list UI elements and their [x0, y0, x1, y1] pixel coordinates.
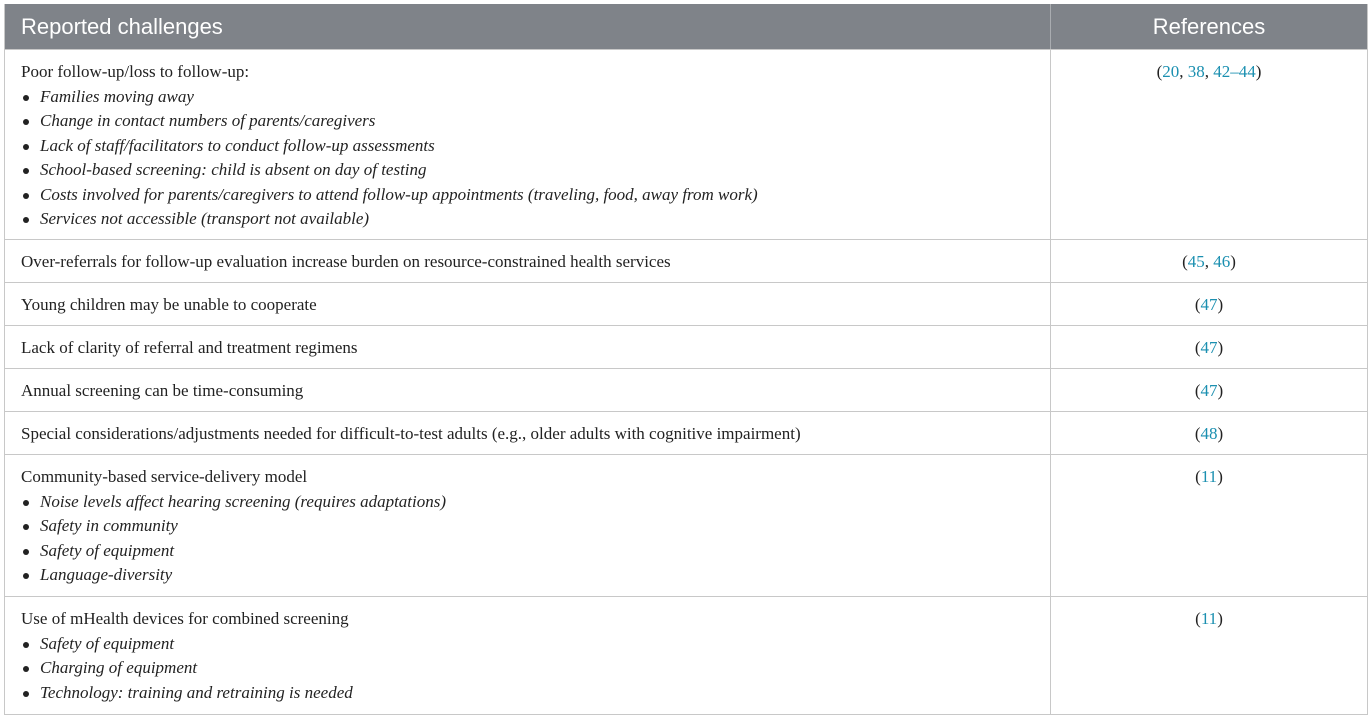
- bullet-item: Costs involved for parents/caregivers to attend follow-up appointments (traveling, food, away from work): [21, 183, 1034, 208]
- reference-link[interactable]: 42–44: [1213, 62, 1256, 81]
- table-row: [5, 282, 1367, 325]
- bullet-dot-icon: [23, 666, 29, 672]
- challenge-title: Poor follow-up/loss to follow-up:: [21, 62, 250, 81]
- bullet-item: Noise levels affect hearing screening (requires adaptations): [21, 490, 1034, 515]
- reference-link[interactable]: 46: [1213, 252, 1231, 271]
- challenge-title: Community-based service-delivery model: [21, 467, 308, 486]
- bullet-item: Safety of equipment: [21, 539, 1034, 564]
- bullet-dot-icon: [23, 500, 29, 506]
- challenge-cell: [5, 50, 1051, 239]
- reference-link[interactable]: 48: [1200, 424, 1218, 443]
- table-row: [5, 49, 1367, 239]
- challenge-bullets: [21, 490, 1034, 588]
- header-reported-challenges: Reported challenges: [5, 4, 1051, 49]
- bullet-dot-icon: [23, 217, 29, 223]
- challenge-cell: [5, 597, 1051, 714]
- bullet-item: School-based screening: child is absent on day of testing: [21, 158, 1034, 183]
- reference-link[interactable]: 47: [1200, 295, 1218, 314]
- bullet-dot-icon: [23, 524, 29, 530]
- bullet-item: Language-diversity: [21, 563, 1034, 588]
- table-row: [5, 239, 1367, 282]
- bullet-dot-icon: [23, 168, 29, 174]
- references-cell: (47): [1194, 295, 1224, 314]
- table-row: [5, 454, 1367, 596]
- challenge-title: Use of mHealth devices for combined screening: [21, 609, 349, 628]
- bullet-dot-icon: [23, 95, 29, 101]
- challenge-title: Annual screening can be time-consuming: [5, 369, 1051, 411]
- references-cell: (47): [1194, 338, 1224, 357]
- references-cell: (20, 38, 42–44): [1156, 62, 1262, 81]
- bullet-item: Safety in community: [21, 514, 1034, 539]
- challenges-table: [4, 4, 1368, 715]
- challenge-cell: [5, 455, 1051, 596]
- references-cell: (48): [1194, 424, 1224, 443]
- bullet-item: Lack of staff/facilitators to conduct follow-up assessments: [21, 134, 1034, 159]
- bullet-item: Services not accessible (transport not available): [21, 207, 1034, 232]
- reference-link[interactable]: 11: [1200, 467, 1218, 486]
- references-cell: (11): [1195, 467, 1223, 486]
- challenge-title: Young children may be unable to cooperate: [5, 283, 1051, 325]
- challenge-title: Over-referrals for follow-up evaluation increase burden on resource-constrained health services: [5, 240, 1051, 282]
- table-row: [5, 411, 1367, 454]
- bullet-dot-icon: [23, 691, 29, 697]
- header-references: References: [1152, 13, 1266, 39]
- challenge-title: Lack of clarity of referral and treatment regimens: [5, 326, 1051, 368]
- bullet-dot-icon: [23, 119, 29, 125]
- bullet-item: Safety of equipment: [21, 632, 1034, 657]
- table-row: [5, 368, 1367, 411]
- bullet-item: Families moving away: [21, 85, 1034, 110]
- reference-link[interactable]: 11: [1200, 609, 1218, 628]
- bullet-item: Change in contact numbers of parents/caregivers: [21, 109, 1034, 134]
- reference-link[interactable]: 47: [1200, 338, 1218, 357]
- challenge-bullets: [21, 85, 1034, 232]
- table-row: [5, 596, 1367, 714]
- bullet-dot-icon: [23, 549, 29, 555]
- challenge-bullets: [21, 632, 1034, 706]
- bullet-item: Technology: training and retraining is needed: [21, 681, 1034, 706]
- table-row: [5, 325, 1367, 368]
- references-cell: (11): [1195, 609, 1223, 628]
- reference-link[interactable]: 20: [1162, 62, 1180, 81]
- bullet-dot-icon: [23, 144, 29, 150]
- bullet-item: Charging of equipment: [21, 656, 1034, 681]
- reference-link[interactable]: 38: [1187, 62, 1205, 81]
- challenge-title: Special considerations/adjustments needed for difficult-to-test adults (e.g., older adults with cognitive impairment): [5, 412, 1051, 454]
- references-cell: (45, 46): [1182, 252, 1236, 271]
- reference-link[interactable]: 47: [1200, 381, 1218, 400]
- bullet-dot-icon: [23, 573, 29, 579]
- reference-link[interactable]: 45: [1187, 252, 1205, 271]
- bullet-dot-icon: [23, 642, 29, 648]
- references-cell: (47): [1194, 381, 1224, 400]
- bullet-dot-icon: [23, 193, 29, 199]
- table-header: [5, 4, 1367, 49]
